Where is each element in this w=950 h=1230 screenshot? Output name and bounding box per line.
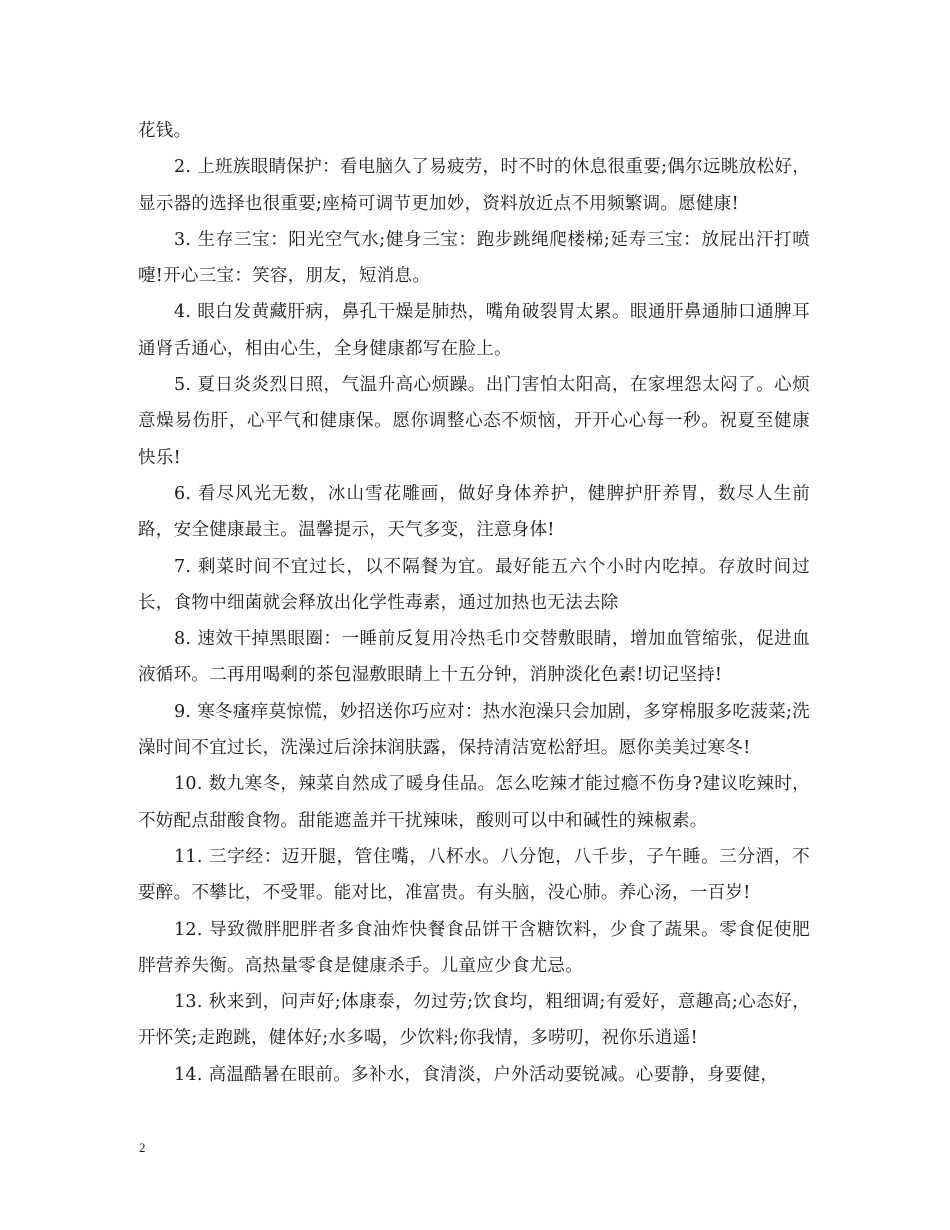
paragraph-item: 2. 上班族眼睛保护：看电脑久了易疲劳，时不时的休息很重要;偶尔远眺放松好，显示器的选择也很重要;座椅可调节更加妙，资料放近点不用频繁调。愿健康! (138, 157, 810, 214)
document-body (138, 113, 810, 1093)
paragraph-item: 10. 数九寒冬，辣菜自然成了暖身佳品。怎么吃辣才能过瘾不伤身?建议吃辣时，不妨配点甜酸食物。甜能遮盖并干扰辣味，酸则可以中和碱性的辣椒素。 (138, 774, 810, 831)
paragraph-item: 14. 高温酷暑在眼前。多补水，食清淡，户外活动要锐减。心要静，身要健， (174, 1064, 779, 1085)
paragraph-item: 11. 三字经：迈开腿，管住嘴，八杯水。八分饱，八千步，子午睡。三分酒，不要醉。不攀比，不受罪。能对比，准富贵。有头脑，没心肺。养心汤，一百岁! (138, 846, 810, 904)
paragraph-item: 6. 看尽风光无数，冰山雪花雕画，做好身体养护，健脾护肝养胃，数尽人生前路，安全健康最主。温馨提示，天气多变，注意身体! (138, 483, 810, 541)
paragraph-item: 8. 速效干掉黑眼圈：一睡前反复用冷热毛巾交替敷眼睛，增加血管缩张，促进血液循环。二再用喝剩的茶包湿敷眼睛上十五分钟，消肿淡化色素!切记坚持! (138, 629, 810, 686)
paragraph-item: 13. 秋来到，问声好;体康泰，勿过劳;饮食均，粗细调;有爱好，意趣高;心态好，开怀笑;走跑跳，健体好;水多喝，少饮料;你我情，多唠叨，祝你乐逍遥! (138, 992, 810, 1049)
paragraph-item: 3. 生存三宝：阳光空气水;健身三宝：跑步跳绳爬楼梯;延寿三宝：放屁出汗打喷嚏!开心三宝：笑容，朋友，短消息。 (138, 229, 810, 287)
paragraph-item: 9. 寒冬瘙痒莫惊慌，妙招送你巧应对：热水泡澡只会加剧，多穿棉服多吃菠菜;洗澡时间不宜过长，洗澡过后涂抹润肤露，保持清洁宽松舒坦。愿你美美过寒冬! (138, 701, 810, 759)
paragraph-item: 12. 导致微胖肥胖者多食油炸快餐食品饼干含糖饮料，少食了蔬果。零食促使肥胖营养失衡。高热量零食是健康杀手。儿童应少食尤忌。 (138, 919, 810, 976)
paragraph-item: 5. 夏日炎炎烈日照，气温升高心烦躁。出门害怕太阳高，在家埋怨太闷了。心烦意燥易伤肝，心平气和健康保。愿你调整心态不烦恼，开开心心每一秒。祝夏至健康快乐! (138, 375, 810, 468)
continuation-line: 花钱。 (138, 121, 192, 141)
page-number: 2 (139, 1140, 146, 1155)
paragraph-item: 4. 眼白发黄藏肝病，鼻孔干燥是肺热，嘴角破裂胃太累。眼通肝鼻通肺口通脾耳通肾舌通心，相由心生，全身健康都写在脸上。 (138, 302, 810, 359)
paragraph-item: 7. 剩菜时间不宜过长，以不隔餐为宜。最好能五六个小时内吃掉。存放时间过长，食物中细菌就会释放出化学性毒素，通过加热也无法去除 (138, 556, 810, 613)
